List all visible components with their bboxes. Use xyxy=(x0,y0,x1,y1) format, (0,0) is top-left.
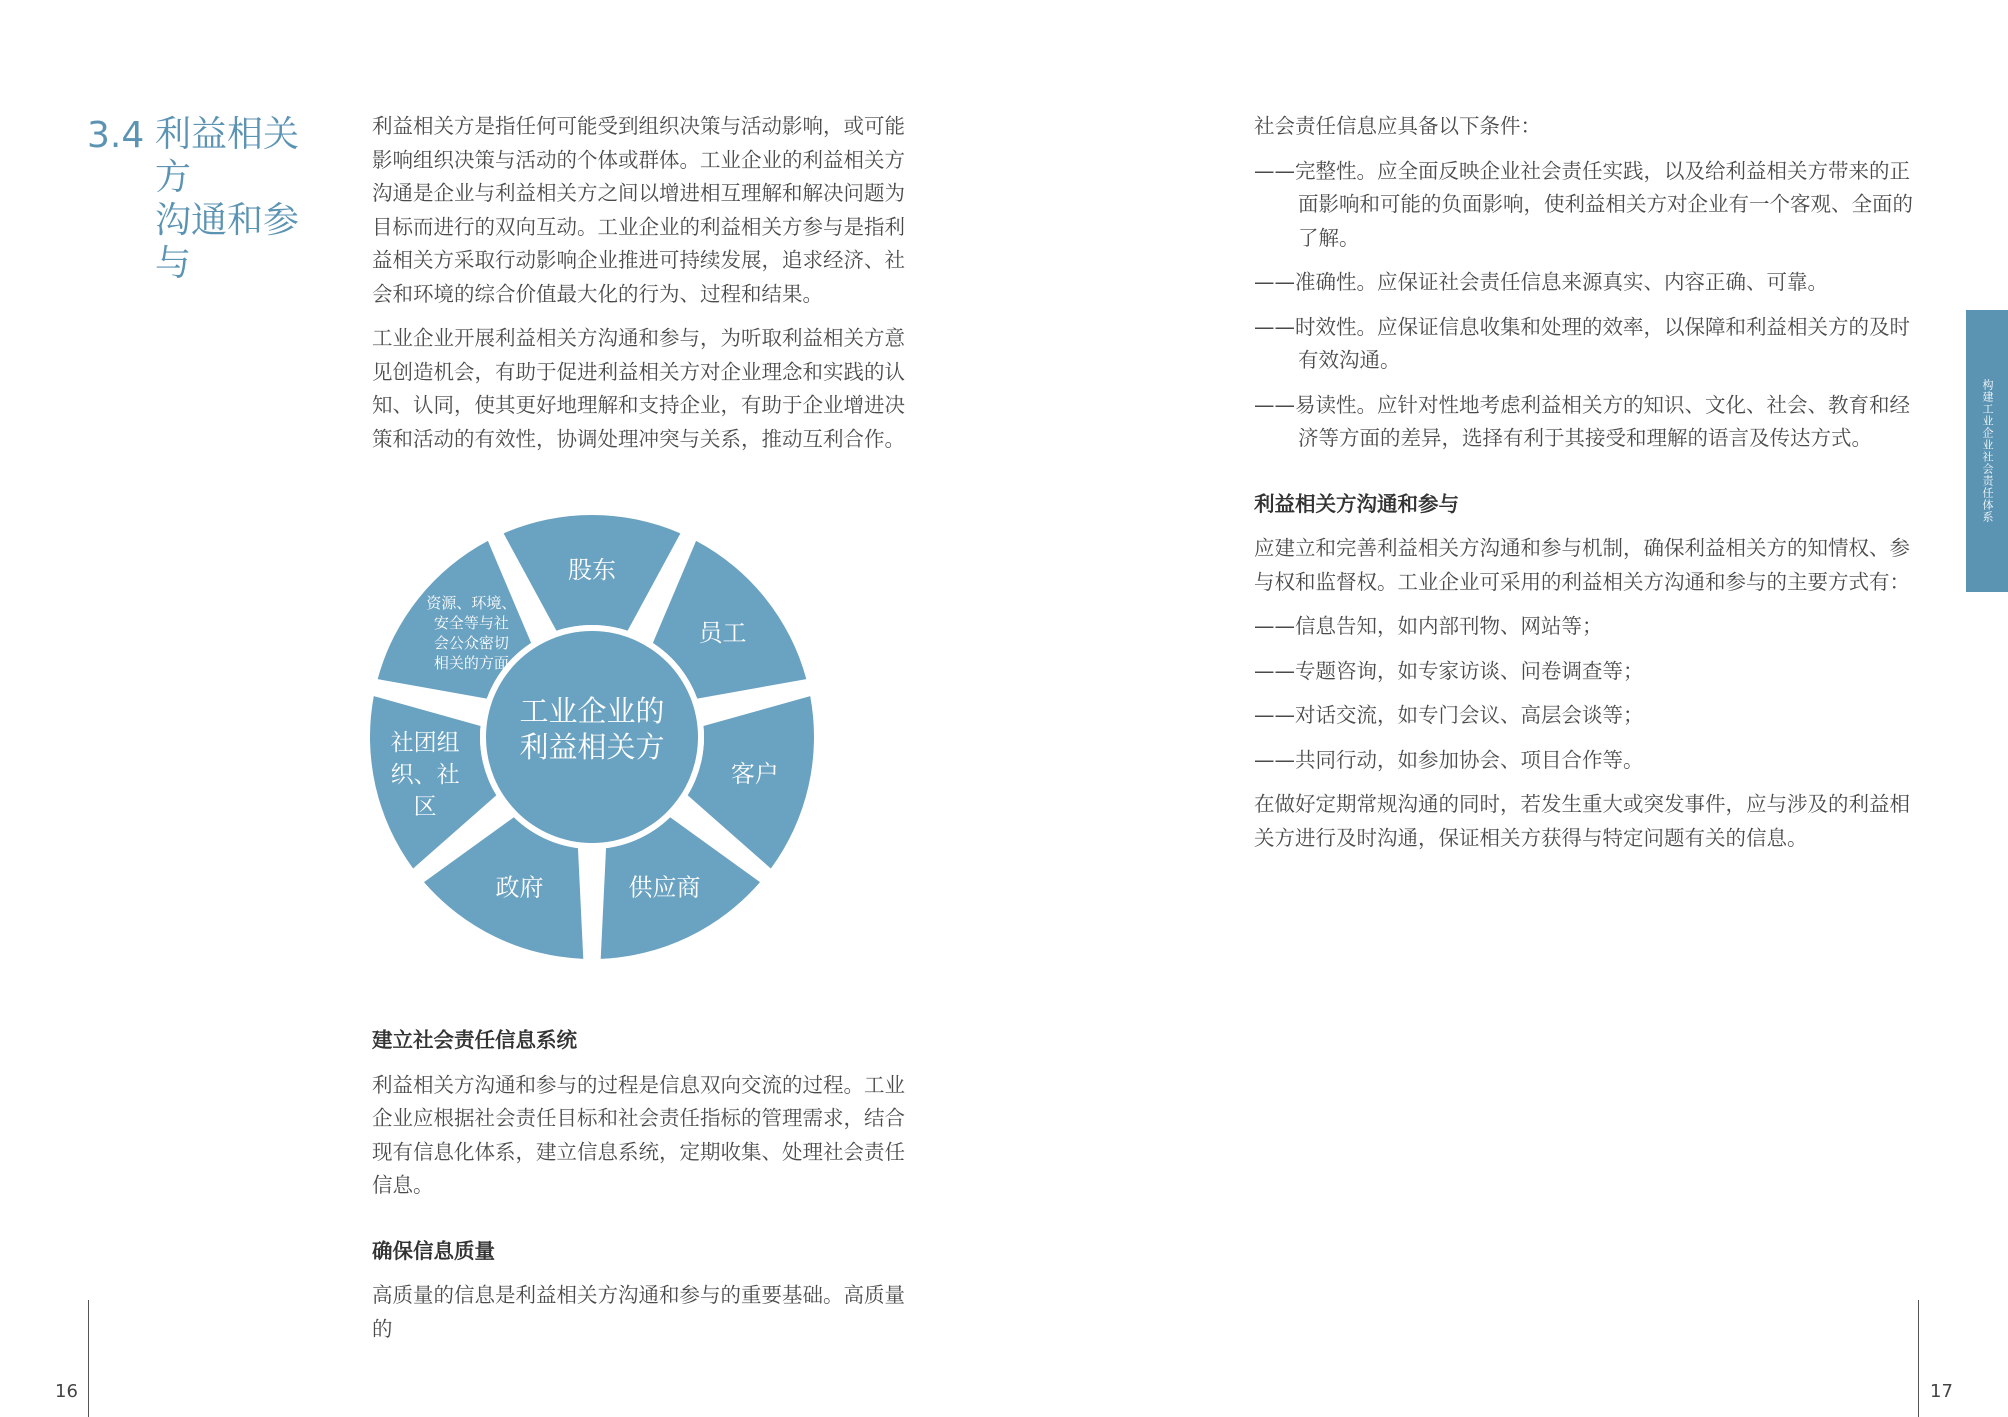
intro-paragraph-1: 利益相关方是指任何可能受到组织决策与活动影响，或可能影响组织决策与活动的个体或群体。工业企业的利益相关方沟通是企业与利益相关方之间以增进相互理解和解决问题为目标而进行的双向互动。工业企业的利益相关方参与是指利益相关方采取行动影响企业推进可持续发展，追求经济、社会和环境的综合价值最大化的行为、过程和结果。 xyxy=(372,114,905,306)
left-page-rule xyxy=(88,1300,89,1417)
condition-item: ——准确性。应保证社会责任信息来源真实、内容正确、可靠。 xyxy=(1254,270,1828,294)
emergency-paragraph: 在做好定期常规沟通的同时，若发生重大或突发事件，应与涉及的利益相关方进行及时沟通，保证相关方获得与特定问题有关的信息。 xyxy=(1254,792,1910,850)
info-quality-paragraph: 高质量的信息是利益相关方沟通和参与的重要基础。高质量的 xyxy=(372,1283,905,1341)
condition-item: ——时效性。应保证信息收集和处理的效率，以保障和利益相关方的及时有效沟通。 xyxy=(1254,314,1910,372)
heading-info-system: 建立社会责任信息系统 xyxy=(372,1028,577,1052)
section-title xyxy=(155,113,325,285)
wheel-segment-label: 供应商 xyxy=(628,873,701,902)
wheel-segment-label: 安全等与社 xyxy=(433,613,509,632)
wheel-segment-label: 社团组 xyxy=(390,729,460,756)
page-number-right: 17 xyxy=(1930,1381,1953,1402)
method-item: ——共同行动，如参加协会、项目合作等。 xyxy=(1254,747,1644,772)
heading-info-quality: 确保信息质量 xyxy=(372,1238,495,1263)
communication-paragraph: 应建立和完善利益相关方沟通和参与机制，确保利益相关方的知情权、参与权和监督权。工业企业可采用的利益相关方沟通和参与的主要方式有： xyxy=(1254,536,1910,594)
section-title-line2: 沟通和参与 xyxy=(155,200,300,284)
right-page-rule xyxy=(1918,1300,1919,1417)
stakeholder-wheel-diagram xyxy=(370,515,814,959)
wheel-segment-label: 员工 xyxy=(698,618,747,647)
chapter-side-tab-label: 构建工业企业社会责任体系 xyxy=(1981,379,1994,523)
conditions-intro: 社会责任信息应具备以下条件： xyxy=(1254,114,1541,138)
wheel-segment-label: 区 xyxy=(413,793,437,820)
right-column xyxy=(1254,110,1924,866)
left-column-intro xyxy=(372,110,920,467)
method-item: ——信息告知，如内部刊物、网站等； xyxy=(1254,614,1603,638)
center-label-line1: 工业企业的 xyxy=(519,694,665,728)
wheel-segment-label: 客户 xyxy=(730,760,779,789)
section-number: 3.4 xyxy=(87,115,145,156)
method-item: ——对话交流，如专门会议、高层会谈等； xyxy=(1254,703,1644,727)
wheel-segment-label: 相关的方面 xyxy=(433,653,509,672)
intro-paragraph-2: 工业企业开展利益相关方沟通和参与，为听取利益相关方意见创造机会，有助于促进利益相关方对企业理念和实践的认知、认同，使其更好地理解和支持企业，有助于企业增进决策和活动的有效性，协调处理冲突与关系，推动互利合作。 xyxy=(372,326,905,451)
wheel-segment-label: 资源、环境、 xyxy=(426,593,517,612)
condition-item: ——易读性。应针对性地考虑利益相关方的知识、文化、社会、教育和经济等方面的差异，选择有利于其接受和理解的语言及传达方式。 xyxy=(1254,392,1910,450)
info-system-paragraph: 利益相关方沟通和参与的过程是信息双向交流的过程。工业企业应根据社会责任目标和社会责任指标的管理需求，结合现有信息化体系，建立信息系统，定期收集、处理社会责任信息。 xyxy=(372,1072,905,1197)
heading-communication: 利益相关方沟通和参与 xyxy=(1254,491,1459,516)
condition-item: ——完整性。应全面反映企业社会责任实践，以及给利益相关方带来的正面影响和可能的负面影响，使利益相关方对企业有一个客观、全面的了解。 xyxy=(1254,158,1913,250)
page-number-left: 16 xyxy=(55,1381,78,1402)
wheel-segment-label: 政府 xyxy=(495,873,544,902)
center-label-line2: 利益相关方 xyxy=(519,730,665,764)
wheel-segment-label: 会公众密切 xyxy=(433,633,509,652)
wheel-segment-label: 股东 xyxy=(568,556,616,584)
left-column-lower xyxy=(372,1024,920,1357)
method-item: ——专题咨询，如专家访谈、问卷调查等； xyxy=(1254,658,1644,683)
wheel-segment-label: 织、社 xyxy=(390,761,460,788)
section-title-line1: 利益相关方 xyxy=(155,114,300,198)
